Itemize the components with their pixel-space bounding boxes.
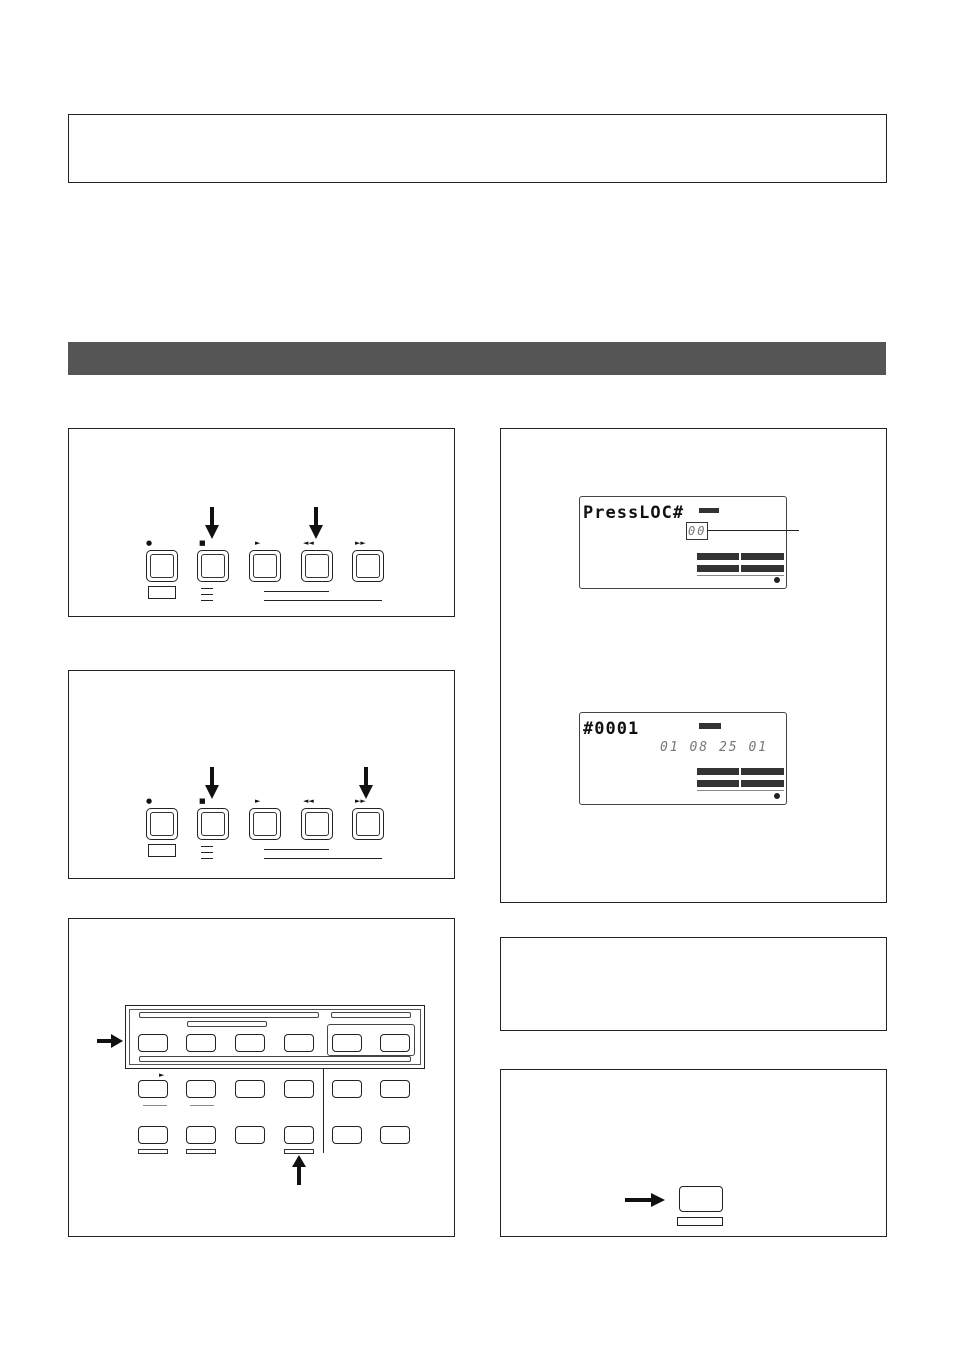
- final-button[interactable]: [679, 1186, 723, 1212]
- play-glyph: ►: [255, 797, 261, 805]
- row1-button-5[interactable]: [332, 1080, 362, 1098]
- group-button-1[interactable]: [138, 1034, 168, 1052]
- rewind-button[interactable]: [301, 808, 333, 840]
- stop-glyph: ■: [199, 797, 206, 805]
- lcd-display-1: [579, 496, 787, 589]
- row1-button-6[interactable]: [380, 1080, 410, 1098]
- lcd-main-text: #0001: [583, 719, 640, 739]
- group-button-4[interactable]: [284, 1034, 314, 1052]
- record-label-box: [148, 586, 176, 599]
- row2-button-4[interactable]: [284, 1126, 314, 1144]
- group-button-6[interactable]: [380, 1034, 410, 1052]
- panel-step-2: [68, 670, 455, 879]
- fast-forward-glyph: ►►: [355, 797, 366, 805]
- row1-button-3[interactable]: [235, 1080, 265, 1098]
- right-arrow-icon: [625, 1193, 665, 1207]
- row2-button-1[interactable]: [138, 1126, 168, 1144]
- right-arrow-icon: [97, 1034, 123, 1048]
- rewind-glyph: ◄◄: [303, 539, 314, 547]
- play-glyph: ►: [159, 1071, 165, 1079]
- play-button[interactable]: [249, 808, 281, 840]
- lcd-value-box: 00: [688, 524, 707, 538]
- final-button-label-box: [677, 1217, 723, 1226]
- lcd-time-text: 01 08 25 01: [660, 740, 769, 755]
- row2-button-2[interactable]: [186, 1126, 216, 1144]
- fast-forward-button[interactable]: [352, 550, 384, 582]
- row1-button-2[interactable]: [186, 1080, 216, 1098]
- row1-button-4[interactable]: [284, 1080, 314, 1098]
- down-arrow-icon: [359, 767, 373, 799]
- group-button-5[interactable]: [332, 1034, 362, 1052]
- panel-step-3: [68, 918, 455, 1237]
- group-button-3[interactable]: [235, 1034, 265, 1052]
- row2-button-3[interactable]: [235, 1126, 265, 1144]
- rewind-button[interactable]: [301, 550, 333, 582]
- up-arrow-icon: [292, 1155, 306, 1185]
- rewind-glyph: ◄◄: [303, 797, 314, 805]
- record-glyph: ●: [146, 539, 153, 547]
- stop-glyph: ■: [199, 539, 206, 547]
- panel-final-step: [500, 1069, 887, 1237]
- record-button[interactable]: [146, 808, 178, 840]
- row2-button-5[interactable]: [332, 1126, 362, 1144]
- top-note-box: [68, 114, 887, 183]
- play-glyph: ►: [255, 539, 261, 547]
- record-button[interactable]: [146, 550, 178, 582]
- down-arrow-icon: [205, 767, 219, 799]
- lcd-display-2: [579, 712, 787, 805]
- panel-displays: [500, 428, 887, 903]
- down-arrow-icon: [205, 507, 219, 539]
- stop-button[interactable]: [197, 550, 229, 582]
- down-arrow-icon: [309, 507, 323, 539]
- fast-forward-glyph: ►►: [355, 539, 366, 547]
- record-label-box: [148, 844, 176, 857]
- section-banner: [68, 342, 886, 375]
- fast-forward-button[interactable]: [352, 808, 384, 840]
- panel-note: [500, 937, 887, 1031]
- row2-button-6[interactable]: [380, 1126, 410, 1144]
- row1-button-1[interactable]: [138, 1080, 168, 1098]
- play-button[interactable]: [249, 550, 281, 582]
- panel-step-1: [68, 428, 455, 617]
- record-glyph: ●: [146, 797, 153, 805]
- group-button-2[interactable]: [186, 1034, 216, 1052]
- lcd-main-text: PressLOC#: [583, 503, 685, 523]
- stop-button[interactable]: [197, 808, 229, 840]
